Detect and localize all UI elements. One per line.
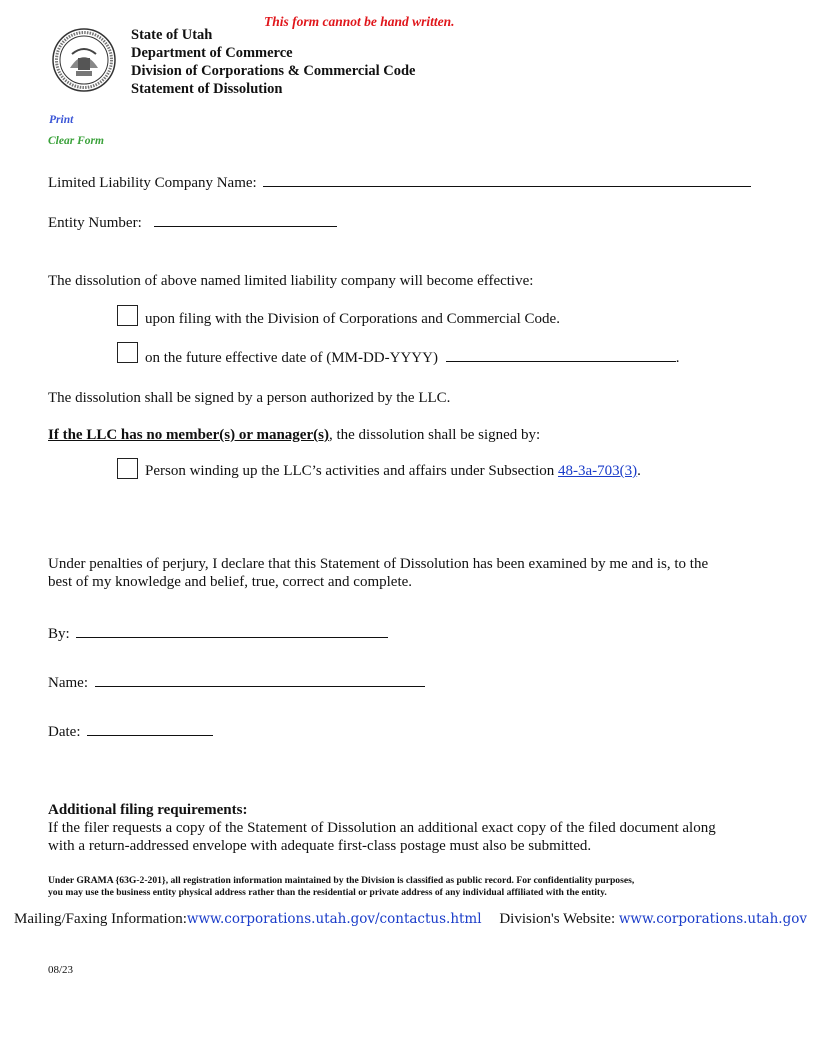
additional-line-2: with a return-addressed envelope with adequate first-class postage must also be submitted. (48, 838, 592, 854)
winding-up-period: . (637, 463, 641, 479)
no-members-row (48, 427, 540, 444)
upon-filing-label: upon filing with the Division of Corporations and Commercial Code. (145, 311, 560, 327)
clear-form-button[interactable]: Clear Form (48, 135, 104, 147)
signing-sentence: The dissolution shall be signed by a person authorized by the LLC. (48, 390, 451, 406)
by-row (48, 623, 388, 643)
header-division: Division of Corporations & Commercial Code (131, 63, 416, 79)
by-field[interactable] (76, 623, 388, 638)
subsection-link[interactable]: 48-3a-703(3) (557, 463, 638, 479)
date-row (48, 721, 213, 741)
mailing-label: Mailing/Faxing Information: (14, 911, 187, 927)
winding-up-checkbox[interactable] (117, 458, 138, 479)
entity-number-field[interactable] (154, 212, 337, 227)
future-date-field[interactable] (446, 347, 676, 362)
website-link[interactable]: www.corporations.utah.gov (618, 911, 807, 927)
additional-line-1: If the filer requests a copy of the Statement of Dissolution an additional exact copy of the filed document along (48, 820, 716, 836)
perjury-line-1: Under penalties of perjury, I declare that this Statement of Dissolution has been examined by me and is, to the (48, 556, 709, 572)
date-field[interactable] (87, 721, 213, 736)
future-date-label: on the future effective date of (MM-DD-YYYY) (145, 350, 438, 366)
perjury-statement (48, 555, 708, 591)
grama-line-2: you may use the business entity physical address rather than the residential or private address of any individual affiliated with the entity. (48, 887, 607, 898)
revision-date: 08/23 (48, 964, 74, 976)
future-date-row (145, 347, 679, 367)
future-date-period: . (675, 350, 680, 366)
llc-name-label: Limited Liability Company Name: (48, 175, 257, 191)
print-button[interactable]: Print (49, 114, 74, 126)
llc-name-row (48, 172, 751, 192)
no-members-rest: , the dissolution shall be signed by: (328, 427, 541, 443)
name-row (48, 672, 425, 692)
grama-line-1: Under GRAMA {63G-2-201}, all registration information maintained by the Division is classified as public record. For confidentiality purposes, (48, 875, 635, 886)
website-label: Division's Website: (499, 911, 616, 927)
header-department: Department of Commerce (131, 45, 293, 61)
page-title: Statement of Dissolution (131, 81, 283, 97)
by-label: By: (48, 626, 70, 642)
state-seal-icon (52, 28, 116, 92)
header-block (131, 26, 415, 98)
entity-number-row (48, 212, 337, 232)
contact-link[interactable]: www.corporations.utah.gov/contactus.html (186, 911, 482, 927)
name-label: Name: (48, 675, 88, 691)
grama-notice (48, 875, 634, 899)
footer-links (14, 911, 807, 928)
winding-up-row (145, 463, 641, 480)
no-members-heading: If the LLC has no member(s) or manager(s) (48, 427, 329, 443)
additional-heading: Additional filing requirements: (48, 802, 248, 818)
additional-requirements (48, 801, 716, 855)
name-field[interactable] (95, 672, 425, 687)
upon-filing-checkbox[interactable] (117, 305, 138, 326)
effective-intro: The dissolution of above named limited liability company will become effective: (48, 273, 534, 289)
perjury-line-2: best of my knowledge and belief, true, correct and complete. (48, 574, 413, 590)
future-date-checkbox[interactable] (117, 342, 138, 363)
llc-name-field[interactable] (263, 172, 751, 187)
date-label: Date: (48, 724, 81, 740)
header-state: State of Utah (131, 27, 213, 43)
entity-number-label: Entity Number: (48, 215, 142, 231)
handwritten-warning: This form cannot be hand written. (264, 14, 455, 29)
winding-up-label: Person winding up the LLC’s activities and affairs under Subsection (145, 463, 558, 479)
